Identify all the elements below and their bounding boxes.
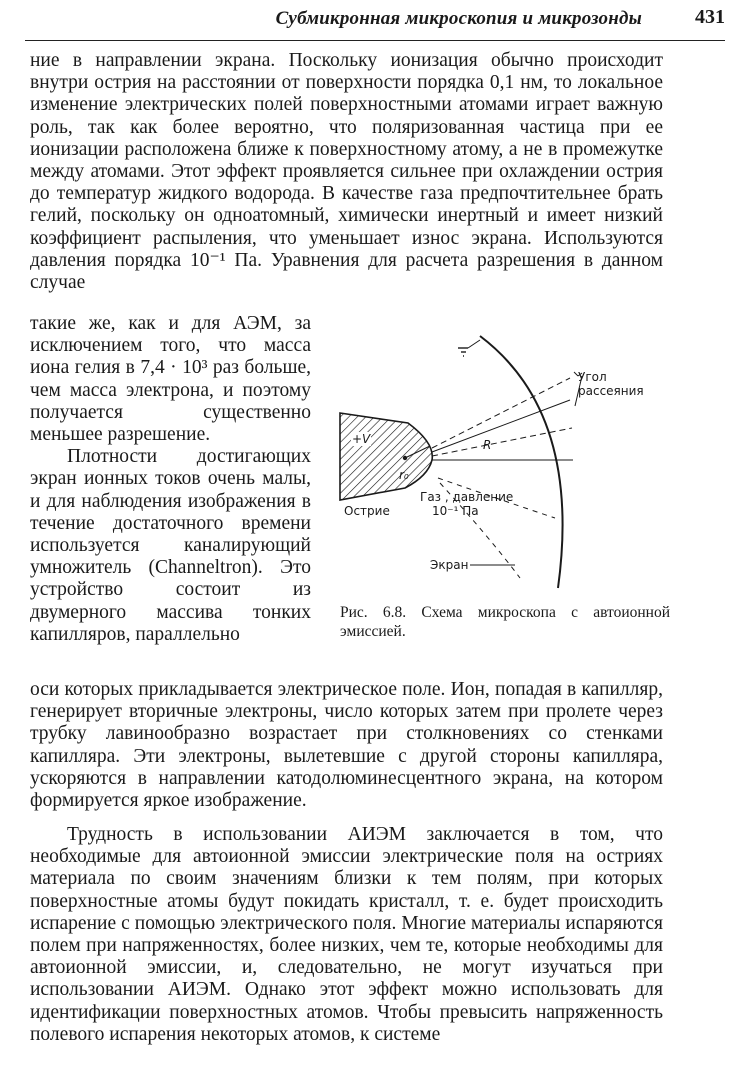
screen-arc	[480, 336, 563, 588]
label-gas-line2: 10⁻¹ Па	[432, 504, 479, 518]
label-radius-r0: r₀	[399, 468, 409, 482]
ground-symbol	[458, 340, 480, 356]
label-tip: Острие	[344, 504, 390, 518]
paragraph-2-text: Плотности достигающих экран ионных токов очень малы, и для наблюдения изображения в течение достаточного времени используется каналирующий умножитель (Channeltron). Это устройство состоит из двумерного массива тонких капилляров, параллельно	[30, 446, 311, 645]
label-gas-line1: Газ , давление	[420, 490, 514, 504]
paragraph-1-cont-text: такие же, как и для АЭМ, за исключением того, что масса иона гелия в 7,4 · 10³ раз больше, чем масса электрона, и поэтому получается существенно меньшее разрешение.	[30, 313, 311, 446]
tip-center-dot	[403, 456, 407, 460]
label-angle-line1: Угол	[578, 370, 607, 384]
paragraph-2-continuation	[30, 679, 663, 812]
label-screen: Экран	[430, 558, 469, 572]
figure-caption: Рис. 6.8. Схема микроскопа с автоионной эмиссией.	[340, 604, 670, 640]
tip-shape	[340, 413, 432, 500]
paragraph-3-text: Трудность в использовании АИЭМ заключается в том, что необходимые для автоионной эмиссии электрические поля на остриях материала по своим значениям близки к тем полям, при которых поверхностные атомы будут покидать кристалл, т. е. будет происходить испарение с помощью электрического поля. Многие материалы испаряются полем при напряженностях, более низких, чем те, которые необходимы для автоионной эмиссии, и, следовательно, не могут изучаться при использовании АИЭМ. Однако этот эффект можно использовать для идентификации поверхностных атомов. Чтобы превысить напряженность полевого испарения некоторых атомов, к системе	[30, 824, 663, 1045]
paragraph-2-cont-text: оси которых прикладывается электрическое поле. Ион, попадая в капилляр, генерирует вторичные электроны, число которых затем при пролете через трубку лавинообразно возрастает при столкновениях со стенками капилляра. Эти электроны, вылетевшие с другой стороны капилляра, ускоряются в направлении катодолюминесцентного экрана, на котором формируется яркое изображение.	[30, 679, 663, 812]
page-header	[25, 0, 725, 41]
paragraph-1-text: ние в направлении экрана. Поскольку ионизация обычно происходит внутри острия на расстоянии от поверхности порядка 0,1 нм, то локальное изменение электрических полей поверхностными атомами играет важную роль, так как более вероятно, что поляризованная частица при ее ионизации расположена ближе к поверхностному атому, а не в промежутке между атомами. Этот эффект проявляется сильнее при охлаждении острия до температур жидкого водорода. В качестве газа предпочтительнее брать гелий, поскольку он одноатомный, химически инертный и имеет низкий коэффициент распыления, что уменьшает износ экрана. Используются давления порядка 10⁻¹ Па. Уравнения для расчета разрешения в данном случае	[30, 50, 663, 294]
paragraph-3	[30, 824, 663, 1046]
label-angle-line2: рассеяния	[578, 384, 644, 398]
diagram-svg	[320, 318, 670, 608]
paragraph-1	[30, 50, 663, 294]
label-radius-R: R	[483, 438, 492, 452]
label-voltage: +V	[352, 432, 371, 446]
running-title: Субмикронная микроскопия и микрозонды	[275, 8, 642, 29]
page-number: 431	[695, 6, 725, 28]
figure-microscope-diagram	[320, 318, 670, 618]
ion-rays	[432, 378, 573, 460]
paragraph-1-continuation	[30, 313, 311, 646]
